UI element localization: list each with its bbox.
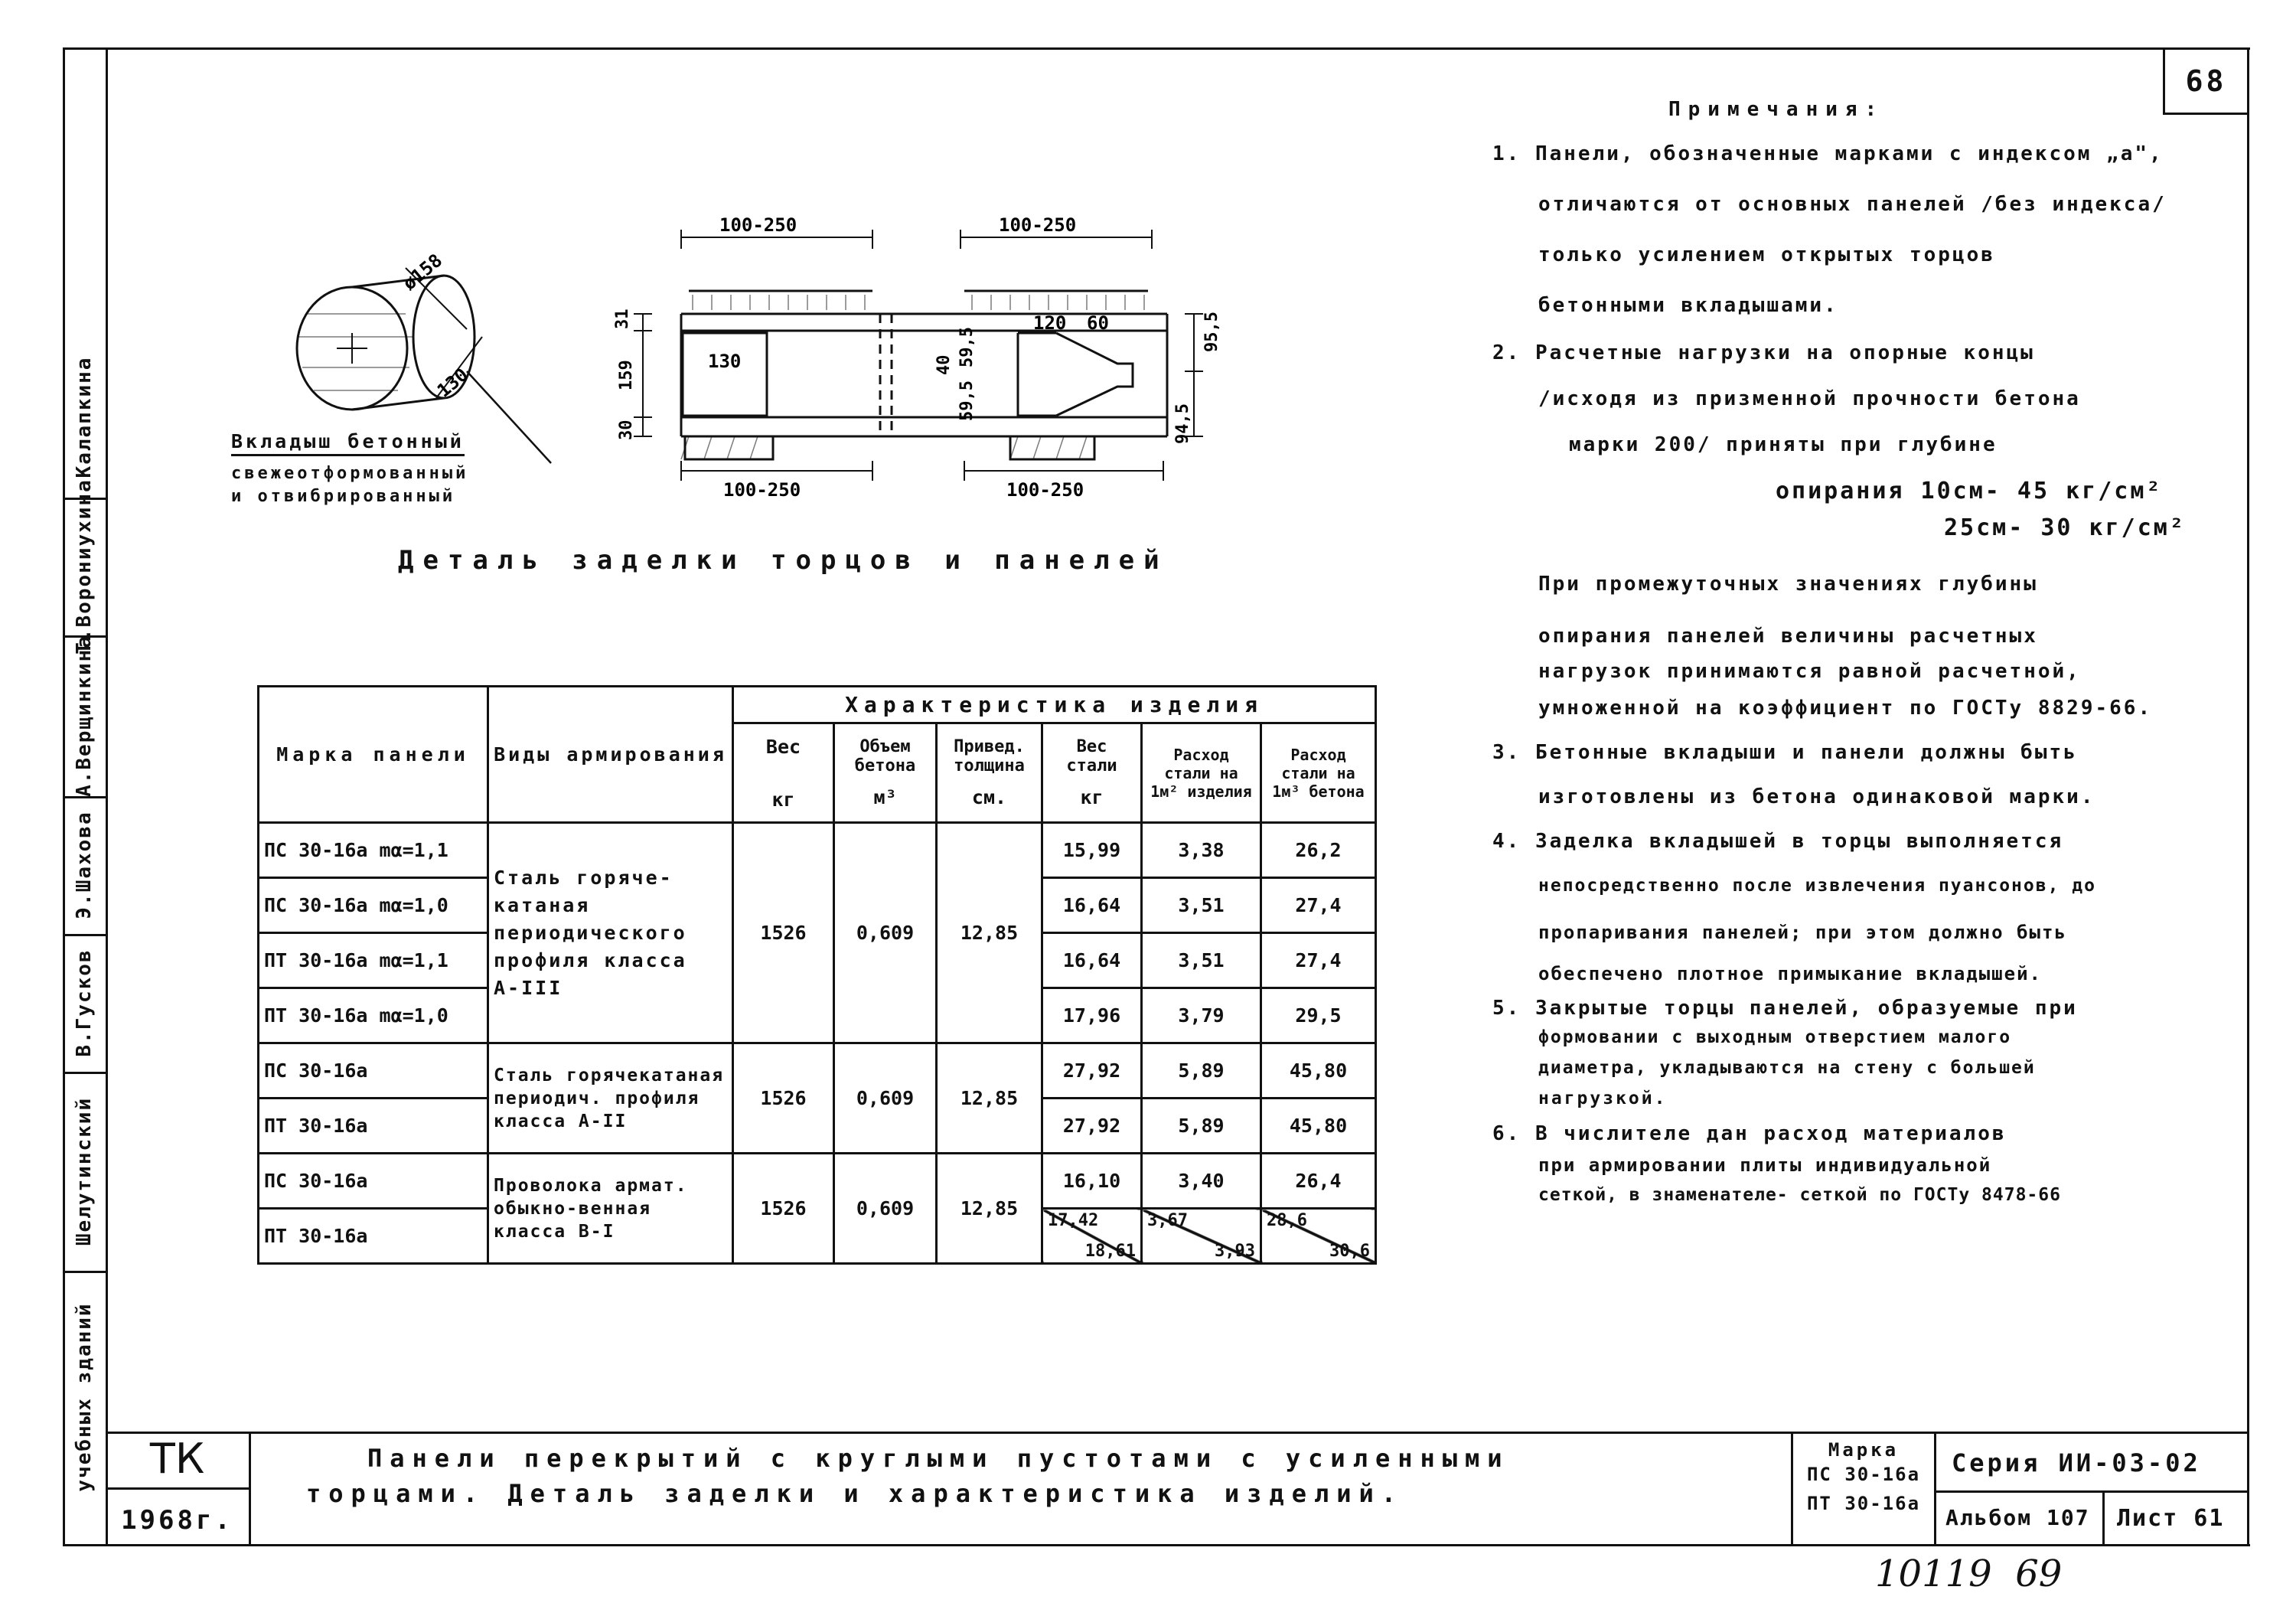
group2-reinforcement: Сталь горячекатаная периодич. профиля класса А-II: [488, 1043, 733, 1154]
dim-595-bottom: 59,5: [957, 380, 977, 421]
th-thickness: [937, 723, 1042, 823]
row-steel: 16,64: [1042, 933, 1142, 988]
row-m2: 3,51: [1142, 878, 1261, 933]
row-steel: 16,10: [1042, 1154, 1142, 1209]
side-cell-6: [63, 1072, 106, 1273]
dim-bottom-right: 100-250: [1006, 479, 1084, 501]
note-line: отличаются от основных панелей /без индекса/: [1538, 193, 2167, 216]
year-cell: [106, 1490, 251, 1546]
row-steel: 15,99: [1042, 823, 1142, 878]
side-cell-5: [63, 934, 106, 1074]
th-steel-label: Вес стали: [1066, 737, 1117, 775]
note-line: при армировании плиты индивидуальной: [1538, 1154, 1992, 1176]
note-line: 4. Заделка вкладышей в торцы выполняется: [1492, 830, 2064, 853]
row-m3: 26,2: [1261, 823, 1376, 878]
table-row: [259, 1154, 1376, 1209]
dim-top-right: 100-250: [999, 214, 1077, 236]
group3-volume: 0,609: [834, 1154, 937, 1264]
row-mark: ПС 30-16а mα=1,0: [259, 878, 488, 933]
th-volume-label: Объем бетона: [854, 737, 916, 775]
row-m2: 3,79: [1142, 988, 1261, 1043]
th-thickness-label: Привед. толщина: [954, 737, 1025, 775]
frame-top-line: [63, 47, 2250, 50]
row-steel: 27,92: [1042, 1043, 1142, 1099]
last-m3-top: 28,6: [1267, 1211, 1307, 1230]
note-line: формовании с выходным отверстием малого: [1538, 1027, 2012, 1047]
row-mark: ПТ 30-16а: [259, 1209, 488, 1264]
sheet-number-box: [2163, 47, 2247, 115]
characteristics-table: [257, 685, 1377, 1265]
th-weight-unit: кг: [771, 788, 795, 811]
row-m3: 27,4: [1261, 933, 1376, 988]
title-line-2: торцами. Деталь заделки и характеристика изделий.: [306, 1479, 1404, 1508]
table-row: [259, 823, 1376, 878]
note-line: 1. Панели, обозначенные марками с индексом „а",: [1492, 142, 2164, 165]
group1-reinforcement: Сталь горяче-катаная периодического профиля класса А-III: [488, 823, 733, 1043]
th-reinforcement: Виды армирования: [488, 687, 733, 823]
note-line: изготовлены из бетона одинаковой марки.: [1538, 785, 2095, 808]
th-m3: Расход стали на 1м³ бетона: [1261, 723, 1376, 823]
album-label: Альбом 107: [1945, 1505, 2090, 1530]
notes-heading: Примечания:: [1668, 98, 1885, 121]
row-mark: ПТ 30-16а mα=1,1: [259, 933, 488, 988]
note-line: обеспечено плотное примыкание вкладышей.: [1538, 963, 2042, 984]
row-steel: 17,96: [1042, 988, 1142, 1043]
title-line-1: Панели перекрытий с круглыми пустотами с усиленными: [367, 1444, 1510, 1473]
group3-weight: 1526: [733, 1154, 834, 1264]
mark-1: ПС 30-16а: [1806, 1464, 1921, 1485]
insert-label-3: и отвибрированный: [231, 487, 456, 506]
th-thickness-unit: см.: [971, 786, 1007, 808]
note-line: только усилением открытых торцов: [1538, 243, 1995, 266]
group1-weight: 1526: [733, 823, 834, 1043]
last-m2-cell: [1142, 1209, 1261, 1264]
th-characteristics: Характеристика изделия: [733, 687, 1376, 723]
group1-thickness: 12,85: [937, 823, 1042, 1043]
note-line: марки 200/ приняты при глубине: [1569, 433, 1998, 456]
last-steel-cell: [1042, 1209, 1142, 1264]
mark-cell: [1791, 1432, 1936, 1546]
side-cell-3: [63, 635, 106, 798]
th-steel-unit: кг: [1080, 786, 1104, 808]
group3-thickness: 12,85: [937, 1154, 1042, 1264]
sheet-label: Лист 61: [2117, 1505, 2225, 1532]
row-m3: 45,80: [1261, 1043, 1376, 1099]
mark-label: Марка: [1828, 1439, 1900, 1461]
detail-title: Деталь заделки торцов и панелей: [398, 545, 1169, 576]
dim-60: 60: [1087, 312, 1109, 334]
note-line: сеткой, в знаменателе- сеткой по ГОСТу 8478-66: [1538, 1185, 2061, 1205]
last-steel-top: 17,42: [1048, 1211, 1099, 1230]
row-m3: 29,5: [1261, 988, 1376, 1043]
insert-label-2: свежеотформованный: [231, 464, 469, 483]
th-volume-unit: м³: [873, 786, 897, 808]
note-line: опирания панелей величины расчетных: [1538, 625, 2038, 648]
group2-thickness: 12,85: [937, 1043, 1042, 1154]
section-hatching: [681, 295, 1144, 459]
table-row: [259, 1043, 1376, 1099]
side-label-6: Шелутинский: [73, 1096, 96, 1246]
sheet-cell: [2105, 1493, 2247, 1546]
row-mark: ПС 30-16а: [259, 1154, 488, 1209]
side-label-3: А.Верщинкина: [73, 635, 96, 797]
last-m2-bot: 3,93: [1215, 1242, 1255, 1261]
group2-volume: 0,609: [834, 1043, 937, 1154]
group2-weight: 1526: [733, 1043, 834, 1154]
dim-595-top: 59,5: [957, 327, 977, 367]
frame-left-inner-line: [106, 47, 108, 1546]
side-label-2: Т.Ворониухина: [73, 478, 96, 655]
row-m2: 5,89: [1142, 1099, 1261, 1154]
note-line: умноженной на коэффициент по ГОСТу 8829-66.: [1538, 697, 2153, 720]
dim-955: 95,5: [1202, 312, 1221, 352]
dim-130-section: 130: [708, 351, 742, 372]
note-line: нагрузкой.: [1538, 1089, 1668, 1108]
side-cell-2: [63, 478, 106, 655]
note-line: пропаривания панелей; при этом должно быть: [1538, 922, 2067, 943]
th-m2: Расход стали на 1м² изделия: [1142, 723, 1261, 823]
last-steel-bot: 18,61: [1084, 1242, 1136, 1261]
dim-130-label: 130: [432, 364, 473, 402]
row-mark: ПТ 30-16а mα=1,0: [259, 988, 488, 1043]
group3-reinforcement: Проволока армат. обыкно-венная класса В-I: [488, 1154, 733, 1264]
note-line: 25см- 30 кг/см²: [1944, 514, 2186, 541]
side-cell-1: [63, 337, 106, 500]
note-line: бетонными вкладышами.: [1538, 294, 1838, 317]
series-label: Серия ИИ-03-02: [1952, 1448, 2201, 1477]
handwritten-number: 10119 69: [1875, 1552, 2063, 1595]
row-m3: 45,80: [1261, 1099, 1376, 1154]
dim-120: 120: [1033, 312, 1067, 334]
side-cell-4: [63, 796, 106, 936]
dim-31: 31: [613, 309, 632, 329]
side-label-7: учебных зданий: [73, 1302, 96, 1492]
row-m3: 26,4: [1261, 1154, 1376, 1209]
note-line: 2. Расчетные нагрузки на опорные концы: [1492, 341, 2035, 364]
dim-158-label: ø158: [398, 249, 447, 295]
th-mark: Марка панели: [259, 687, 488, 823]
last-m3-cell: [1261, 1209, 1376, 1264]
group1-volume: 0,609: [834, 823, 937, 1043]
dim-945: 94,5: [1173, 403, 1192, 444]
dim-40: 40: [934, 354, 954, 375]
row-m2: 3,40: [1142, 1154, 1261, 1209]
row-m3: 27,4: [1261, 878, 1376, 933]
row-m2: 3,51: [1142, 933, 1261, 988]
last-m2-top: 3,67: [1147, 1211, 1188, 1230]
side-cell-7: [63, 1271, 106, 1523]
note-line: опирания 10см- 45 кг/см²: [1776, 478, 2163, 504]
note-line: 6. В числителе дан расход материалов: [1492, 1122, 2007, 1145]
year-label: 1968г.: [121, 1505, 233, 1536]
row-m2: 5,89: [1142, 1043, 1261, 1099]
side-label-5: В.Гусков: [73, 948, 96, 1057]
last-m3-bot: 30,6: [1329, 1242, 1370, 1261]
row-steel: 16,64: [1042, 878, 1142, 933]
row-steel: 27,92: [1042, 1099, 1142, 1154]
note-line: 5. Закрытые торцы панелей, образуемые при: [1492, 997, 2078, 1020]
series-cell: [1936, 1432, 2249, 1493]
th-volume: [834, 723, 937, 823]
side-label-1: Калапкина: [73, 356, 96, 478]
tk-label: ТК: [149, 1435, 205, 1483]
dim-bottom-left: 100-250: [723, 479, 801, 501]
row-mark: ПТ 30-16а: [259, 1099, 488, 1154]
side-label-4: Э.Шахова: [73, 811, 96, 919]
note-line: /исходя из призменной прочности бетона: [1538, 387, 2081, 410]
th-weight-label: Вес: [765, 735, 801, 758]
dim-30: 30: [617, 420, 636, 440]
note-line: непосредственно после извлечения пуансонов, до: [1538, 876, 2096, 896]
sheet-number: 68: [2185, 64, 2227, 98]
note-line: диаметра, укладываются на стену с большей: [1538, 1058, 2036, 1078]
note-line: нагрузок принимаются равной расчетной,: [1538, 660, 2081, 683]
frame-right-line: [2247, 47, 2249, 1546]
row-m2: 3,38: [1142, 823, 1261, 878]
dim-top-left: 100-250: [719, 214, 797, 236]
dim-159: 159: [617, 360, 636, 390]
th-weight: [733, 723, 834, 823]
note-line: 3. Бетонные вкладыши и панели должны быть: [1492, 741, 2078, 764]
note-line: При промежуточных значениях глубины: [1538, 573, 2038, 596]
row-mark: ПС 30-16а mα=1,1: [259, 823, 488, 878]
album-cell: [1936, 1493, 2105, 1546]
row-mark: ПС 30-16а: [259, 1043, 488, 1099]
th-steel: [1042, 723, 1142, 823]
insert-label-1: Вкладыш бетонный: [231, 430, 465, 456]
tk-cell: [106, 1432, 251, 1490]
mark-2: ПТ 30-16а: [1806, 1493, 1921, 1514]
